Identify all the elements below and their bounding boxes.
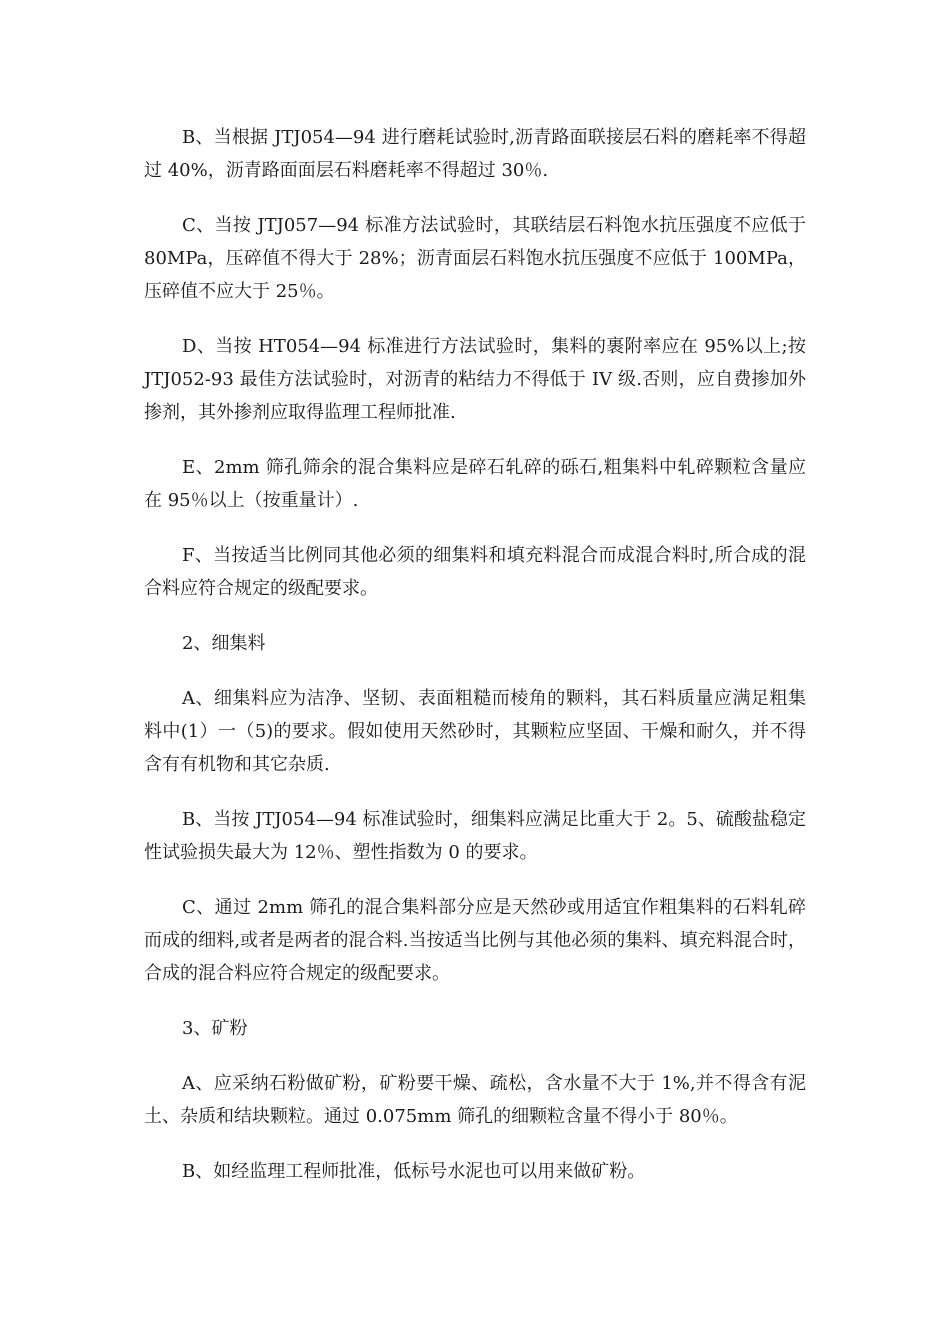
document-body xyxy=(144,121,806,1210)
paragraph-coarse-f: F、当按适当比例同其他必须的细集料和填充料混合而成混合料时,所合成的混合料应符合规定的级配要求。 xyxy=(144,545,806,599)
paragraph-fine-b: B、当按 JTJ054—94 标准试验时，细集料应满足比重大于 2。5、硫酸盐稳定性试验损失最大为 12％、塑性指数为 0 的要求。 xyxy=(144,809,806,863)
section-heading-mineral-powder: 3、矿粉 xyxy=(182,1018,248,1039)
paragraph-powder-b: B、如经监理工程师批准，低标号水泥也可以用来做矿粉。 xyxy=(182,1161,646,1182)
paragraph-fine-a: A、细集料应为洁净、坚韧、表面粗糙而棱角的颗料，其石料质量应满足粗集料中(1）一（5)的要求。假如使用天然砂时，其颗粒应坚固、干燥和耐久，并不得含有有机物和其它杂质. xyxy=(144,688,806,775)
paragraph-coarse-d: D、当按 HT054—94 标准进行方法试验时，集料的裹附率应在 95%以上;按 JTJ052-93 最佳方法试验时，对沥青的粘结力不得低于 IV 级.否则，应自费掺加外掺剂，其外掺剂应取得监理工程师批准. xyxy=(144,336,806,423)
paragraph-powder-a: A、应采纳石粉做矿粉，矿粉要干燥、疏松，含水量不大于 1%,并不得含有泥土、杂质和结块颗粒。通过 0.075mm 筛孔的细颗粒含量不得小于 80％。 xyxy=(144,1073,806,1127)
paragraph-coarse-b: B、当根据 JTJ054—94 进行磨耗试验时,沥青路面联接层石料的磨耗率不得超过 40%，沥青路面面层石料磨耗率不得超过 30％. xyxy=(144,127,806,181)
paragraph-coarse-c: C、当按 JTJ057—94 标准方法试验时，其联结层石料饱水抗压强度不应低于 80MPa，压碎值不得大于 28%；沥青面层石料饱水抗压强度不应低于 100MPa，压碎值不应大于 25％。 xyxy=(144,215,806,302)
section-heading-fine-aggregate: 2、细集料 xyxy=(182,633,266,654)
paragraph-coarse-e: E、2mm 筛孔筛余的混合集料应是碎石轧碎的砾石,粗集料中轧碎颗粒含量应在 95％以上（按重量计）. xyxy=(144,457,806,511)
paragraph-fine-c: C、通过 2mm 筛孔的混合集料部分应是天然砂或用适宜作粗集料的石料轧碎而成的细料,或者是两者的混合料.当按适当比例与其他必须的集料、填充料混合时，合成的混合料应符合规定的级配要求。 xyxy=(144,897,806,984)
